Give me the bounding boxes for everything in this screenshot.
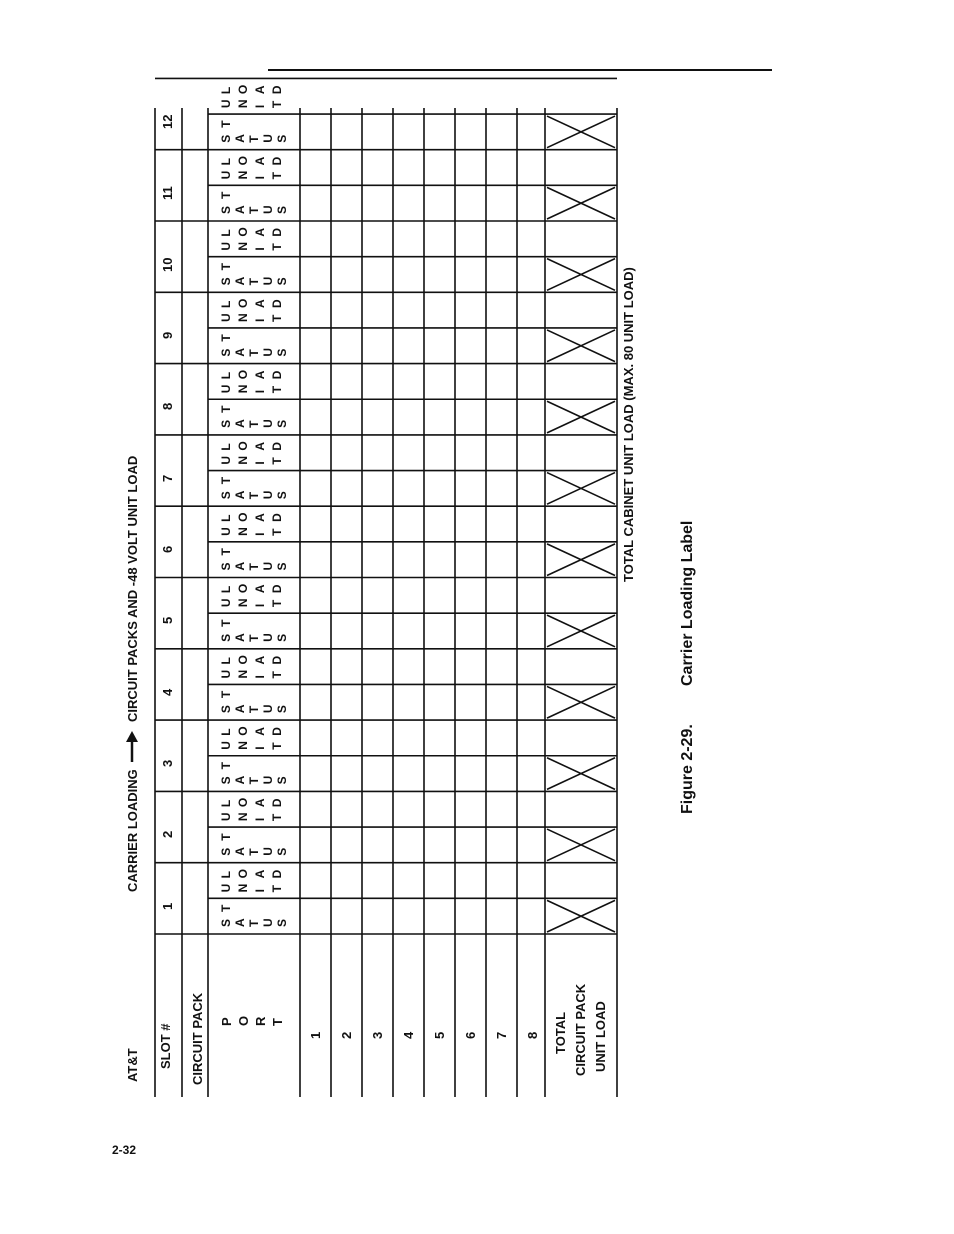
svg-text:O: O — [236, 1015, 251, 1026]
status-letter: A — [233, 347, 247, 357]
status-letter: S — [275, 134, 289, 143]
unit-load-letter: T — [270, 599, 284, 608]
unit-load-letter: I — [253, 461, 267, 465]
status-letter: A — [233, 561, 247, 571]
unit-load-letter: L — [219, 871, 233, 879]
status-letter: S — [219, 419, 233, 428]
status-letter: S — [275, 419, 289, 428]
port-number: 3 — [370, 1031, 385, 1039]
unit-load-letter: A — [253, 227, 267, 237]
status-letter: T — [247, 349, 261, 357]
unit-load-letter: D — [270, 227, 284, 237]
status-letter: S — [219, 918, 233, 927]
status-letter: U — [261, 633, 275, 642]
port-number: 2 — [339, 1031, 354, 1039]
unit-load-letter: I — [253, 675, 267, 679]
unit-load-letter: L — [219, 300, 233, 308]
status-letter: T — [219, 262, 233, 271]
slot-number: 2 — [160, 830, 175, 838]
rotated-label — [125, 78, 696, 1097]
total-xmarks — [547, 116, 615, 932]
status-letter: T — [247, 634, 261, 642]
svg-text:TOTAL: TOTAL — [553, 1011, 568, 1054]
slot-number: 1 — [160, 902, 175, 910]
slot-number: 7 — [160, 474, 175, 482]
status-letter: A — [233, 134, 247, 143]
page-number: 2-32 — [112, 1143, 137, 1157]
status-letter: U — [261, 347, 275, 357]
status-letter: U — [261, 490, 275, 500]
status-letter: A — [233, 704, 247, 714]
unit-load-letter: T — [270, 742, 284, 750]
status-letter: S — [275, 348, 289, 357]
unit-load-letter: T — [270, 813, 284, 822]
slot-number: 12 — [160, 114, 175, 129]
unit-load-letter: U — [219, 883, 233, 893]
status-letter: T — [247, 491, 261, 500]
slot-number: 9 — [160, 331, 175, 339]
total-pack-label — [553, 983, 608, 1076]
figure-number: Figure 2-29. — [679, 724, 696, 814]
status-letter: S — [219, 705, 233, 714]
slot-number: 3 — [160, 759, 175, 767]
status-letter: S — [275, 918, 289, 927]
svg-text:UNIT LOAD: UNIT LOAD — [593, 1001, 608, 1072]
status-letter: T — [247, 135, 261, 143]
unit-load-letter: U — [219, 455, 233, 465]
svg-text:R: R — [253, 1016, 268, 1026]
unit-load-letter: N — [236, 812, 250, 822]
status-letter: T — [247, 563, 261, 571]
status-letter: A — [233, 419, 247, 428]
port-number: 7 — [494, 1031, 509, 1039]
status-letter: T — [247, 848, 261, 856]
status-letter: S — [275, 491, 289, 500]
status-letter: S — [219, 205, 233, 214]
unit-load-letter: A — [253, 370, 267, 380]
unit-load-letter: N — [236, 883, 250, 893]
status-letter: S — [275, 277, 289, 286]
status-letter: T — [219, 762, 233, 770]
unit-load-letter: D — [270, 513, 284, 522]
figure-title: Carrier Loading Label — [679, 520, 696, 686]
status-letter: S — [219, 562, 233, 571]
slot-header: SLOT # — [158, 1023, 173, 1069]
unit-load-letter: I — [253, 247, 267, 251]
unit-load-letter: D — [270, 584, 284, 594]
unit-load-letter: N — [236, 455, 250, 465]
unit-load-letter: N — [236, 99, 250, 109]
unit-load-letter: O — [236, 156, 250, 166]
status-letter: T — [219, 334, 233, 342]
unit-load-letter: O — [236, 369, 250, 380]
unit-load-letter: A — [253, 727, 267, 736]
unit-load-letter: L — [219, 371, 233, 380]
total-cabinet-unit-load: TOTAL CABINET UNIT LOAD (MAX. 80 UNIT LOAD) — [621, 267, 636, 582]
slot-number: 5 — [160, 616, 175, 624]
unit-load-letter: A — [253, 584, 267, 594]
unit-load-letter: L — [219, 728, 233, 736]
port-number: 4 — [401, 1031, 416, 1039]
status-letter: S — [275, 205, 289, 214]
unit-load-letter: N — [236, 741, 250, 750]
port-number: 1 — [308, 1031, 323, 1039]
unit-load-letter: N — [236, 669, 250, 679]
status-letter: T — [219, 405, 233, 413]
unit-load-letter: I — [253, 603, 267, 608]
carrier-loading-heading: CARRIER LOADING — [125, 769, 140, 892]
status-letter: S — [219, 776, 233, 785]
status-letter: T — [247, 777, 261, 785]
unit-load-letter: D — [270, 727, 284, 736]
unit-load-letter: A — [253, 513, 267, 522]
status-letter: T — [219, 833, 233, 841]
status-letter: A — [233, 918, 247, 927]
unit-load-letter: O — [236, 869, 250, 879]
unit-load-letter: D — [270, 798, 284, 808]
circuit-pack-header: CIRCUIT PACK — [190, 992, 205, 1085]
unit-load-letter: I — [253, 532, 267, 536]
unit-load-letter: D — [270, 85, 284, 95]
unit-load-letter: U — [219, 598, 233, 608]
unit-load-letter: A — [253, 655, 267, 665]
unit-load-letter: O — [236, 797, 250, 808]
status-letter: T — [219, 120, 233, 128]
arrow-icon — [126, 731, 138, 762]
unit-load-letter: I — [253, 389, 267, 394]
unit-load-letter: U — [219, 170, 233, 180]
slot-number: 11 — [160, 186, 175, 200]
status-letter: S — [219, 633, 233, 642]
unit-load-letter: A — [253, 869, 267, 879]
status-letter: U — [261, 419, 275, 428]
svg-text:T: T — [270, 1018, 285, 1026]
unit-load-letter: T — [270, 671, 284, 679]
unit-load-letter: I — [253, 176, 267, 180]
unit-load-letter: I — [253, 318, 267, 322]
unit-load-letter: O — [236, 583, 250, 594]
status-letter: S — [219, 348, 233, 357]
unit-load-letter: I — [253, 104, 267, 109]
slot-number: 8 — [160, 402, 175, 410]
unit-load-letter: U — [219, 241, 233, 251]
status-letter: A — [233, 205, 247, 214]
unit-load-letter: U — [219, 812, 233, 822]
slot-number: 10 — [160, 257, 175, 272]
status-letter: S — [275, 776, 289, 785]
unit-load-letter: T — [270, 314, 284, 322]
unit-load-letter: T — [270, 457, 284, 465]
status-letter: A — [233, 775, 247, 785]
company-name: AT&T — [125, 1048, 140, 1082]
unit-load-letter: A — [253, 85, 267, 95]
status-letter: T — [247, 206, 261, 214]
status-letter: S — [275, 562, 289, 571]
unit-load-letter: T — [270, 885, 284, 893]
unit-load-letter: L — [219, 514, 233, 522]
unit-load-letter: T — [270, 172, 284, 180]
unit-load-letter: I — [253, 746, 267, 750]
status-letter: T — [247, 919, 261, 927]
status-letter: A — [233, 633, 247, 642]
unit-load-letter: N — [236, 241, 250, 251]
status-letter: A — [233, 490, 247, 500]
unit-load-letter: A — [253, 441, 267, 451]
unit-load-letter: U — [219, 669, 233, 679]
unit-load-letter: I — [253, 817, 267, 822]
unit-load-letter: L — [219, 443, 233, 451]
unit-load-letter: O — [236, 84, 250, 95]
status-letter: T — [219, 191, 233, 199]
port-header — [219, 1016, 285, 1026]
unit-load-letter: O — [236, 726, 250, 736]
status-letter: A — [233, 847, 247, 856]
status-letter: T — [219, 476, 233, 485]
unit-load-letter: U — [219, 527, 233, 536]
unit-load-letter: T — [270, 385, 284, 394]
circuit-packs-heading: CIRCUIT PACKS AND -48 VOLT UNIT LOAD — [125, 455, 140, 722]
status-letter: S — [219, 134, 233, 143]
unit-load-letter: D — [270, 370, 284, 380]
unit-load-letter: L — [219, 158, 233, 166]
unit-load-letter: D — [270, 156, 284, 166]
unit-load-letter: A — [253, 299, 267, 308]
unit-load-letter: N — [236, 598, 250, 608]
port-number: 5 — [432, 1031, 447, 1039]
status-letter: T — [219, 904, 233, 912]
unit-load-letter: T — [270, 243, 284, 251]
svg-text:CIRCUIT PACK: CIRCUIT PACK — [573, 983, 588, 1076]
unit-load-letter: N — [236, 527, 250, 536]
port-number: 8 — [525, 1031, 540, 1039]
status-letter: T — [247, 420, 261, 428]
status-letter: S — [275, 847, 289, 856]
unit-load-letter: D — [270, 299, 284, 308]
unit-load-letter: A — [253, 156, 267, 166]
status-letter: S — [219, 491, 233, 500]
unit-load-letter: U — [219, 313, 233, 322]
unit-load-letter: O — [236, 298, 250, 308]
slot-number: 4 — [160, 688, 175, 696]
unit-load-letter: A — [253, 798, 267, 808]
status-letter: U — [261, 847, 275, 856]
unit-load-letter: D — [270, 441, 284, 451]
unit-load-letter: D — [270, 655, 284, 665]
status-letter: S — [219, 277, 233, 286]
status-letter: T — [247, 705, 261, 714]
unit-load-letter: L — [219, 585, 233, 594]
unit-load-letter: D — [270, 869, 284, 879]
status-letter: U — [261, 561, 275, 571]
unit-load-letter: U — [219, 99, 233, 109]
status-letter: U — [261, 205, 275, 214]
unit-load-letter: N — [236, 170, 250, 180]
slot-number: 6 — [160, 545, 175, 553]
status-letter: A — [233, 276, 247, 286]
status-letter: T — [247, 277, 261, 286]
svg-text:P: P — [219, 1017, 234, 1026]
status-letter: U — [261, 918, 275, 927]
unit-load-letter: N — [236, 384, 250, 394]
unit-load-letter: O — [236, 512, 250, 522]
port-number: 6 — [463, 1031, 478, 1039]
status-letter: T — [219, 619, 233, 627]
unit-load-letter: L — [219, 799, 233, 808]
unit-load-letter: U — [219, 741, 233, 750]
status-letter: S — [219, 847, 233, 856]
unit-load-letter: L — [219, 229, 233, 237]
status-letter: T — [219, 548, 233, 556]
unit-load-letter: I — [253, 889, 267, 893]
unit-load-letter: O — [236, 655, 250, 665]
unit-load-letter: L — [219, 657, 233, 665]
status-letter: S — [275, 705, 289, 714]
status-letter: U — [261, 704, 275, 714]
unit-load-letter: T — [270, 528, 284, 536]
status-letter: T — [219, 690, 233, 699]
unit-load-letter: L — [219, 86, 233, 95]
unit-load-letter: O — [236, 227, 250, 237]
unit-load-letter: T — [270, 100, 284, 109]
status-letter: U — [261, 775, 275, 785]
status-letter: S — [275, 633, 289, 642]
unit-load-letter: N — [236, 313, 250, 322]
unit-load-letter: O — [236, 441, 250, 451]
status-letter: U — [261, 276, 275, 286]
status-letter: U — [261, 134, 275, 143]
unit-load-letter: U — [219, 384, 233, 394]
